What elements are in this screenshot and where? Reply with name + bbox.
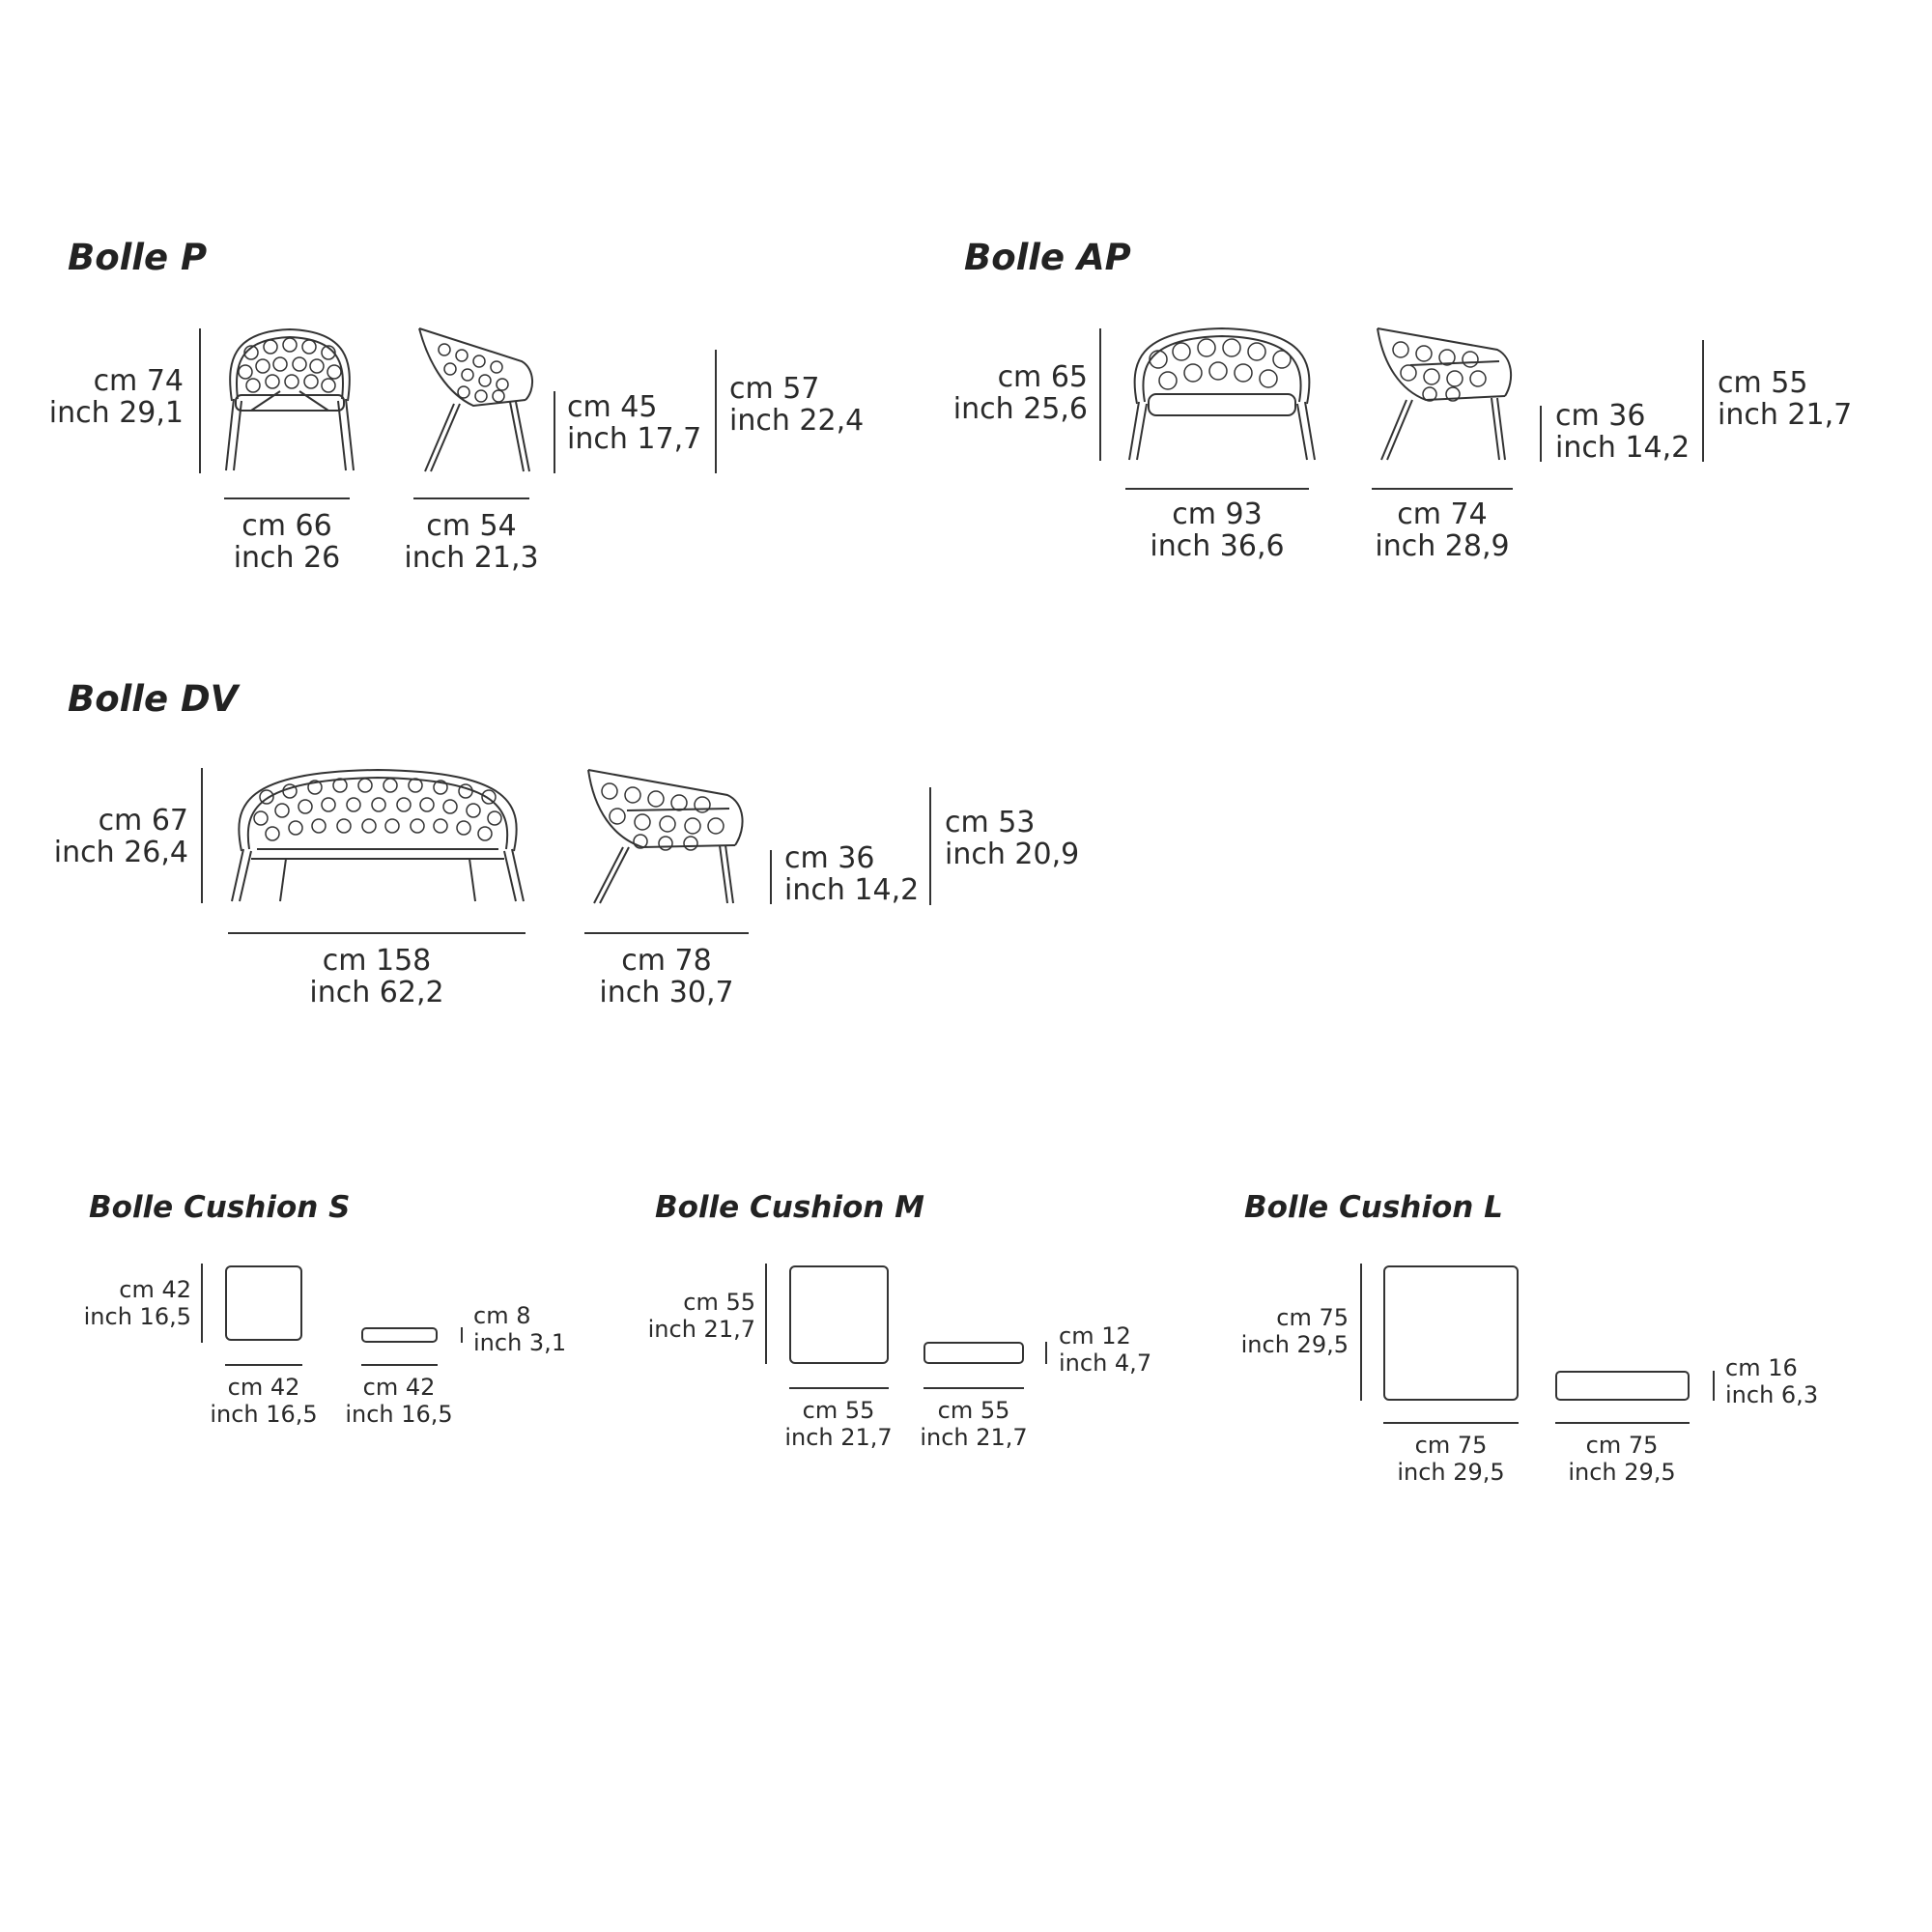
bolle-p-front-drawing bbox=[222, 324, 357, 473]
cushion-s-height-line bbox=[201, 1264, 203, 1343]
bolle-dv-seat-height-line bbox=[770, 850, 772, 904]
cushion-m-thickness-cm: cm 12 bbox=[1059, 1322, 1131, 1350]
bolle-dv-side-depth-label bbox=[589, 945, 744, 1009]
bolle-dv-front-width-cm: cm 158 bbox=[322, 944, 432, 978]
bolle-ap-side-depth-label bbox=[1370, 498, 1515, 562]
cushion-l-height-cm: cm 75 bbox=[1276, 1304, 1349, 1331]
bolle-dv-height-label bbox=[54, 805, 188, 868]
bolle-ap-front-drawing bbox=[1125, 325, 1319, 464]
cushion-l-thickness-label bbox=[1725, 1354, 1818, 1408]
bolle-dv-side-depth-inch: inch 30,7 bbox=[599, 976, 734, 1009]
bolle-ap-height-cm: cm 65 bbox=[997, 360, 1088, 394]
cushion-l-thickness-cm: cm 16 bbox=[1725, 1354, 1798, 1381]
cushion-s-thickness-label bbox=[473, 1302, 566, 1356]
cushion-s-title: Bolle Cushion S bbox=[89, 1190, 351, 1225]
bolle-p-front-width-cm: cm 66 bbox=[242, 509, 332, 543]
cushion-s-width-label bbox=[206, 1374, 322, 1428]
bolle-ap-side-depth-line bbox=[1372, 488, 1513, 490]
cushion-l-depth-inch: inch 29,5 bbox=[1568, 1459, 1676, 1486]
bolle-p-height-inch: inch 29,1 bbox=[48, 396, 184, 430]
bolle-p-arm-height-cm: cm 57 bbox=[729, 372, 820, 406]
cushion-s-depth-label bbox=[341, 1374, 457, 1428]
bolle-dv-side-drawing bbox=[584, 768, 749, 905]
bolle-dv-front-width-label bbox=[295, 945, 459, 1009]
bolle-p-title: Bolle P bbox=[68, 237, 208, 278]
cushion-s-width-cm: cm 42 bbox=[227, 1374, 300, 1401]
bolle-p-front-width-line bbox=[224, 497, 350, 499]
cushion-m-depth-line bbox=[923, 1387, 1024, 1389]
bolle-ap-seat-height-cm: cm 36 bbox=[1555, 399, 1646, 433]
bolle-p-arm-height-label bbox=[729, 373, 864, 437]
bolle-dv-height-line bbox=[201, 768, 203, 903]
bolle-p-seat-height-inch: inch 17,7 bbox=[567, 422, 702, 456]
bolle-ap-title: Bolle AP bbox=[964, 237, 1131, 278]
cushion-m-thickness-label bbox=[1059, 1322, 1151, 1377]
bolle-ap-front-width-inch: inch 36,6 bbox=[1150, 529, 1285, 563]
bolle-ap-front-width-cm: cm 93 bbox=[1172, 497, 1263, 531]
cushion-m-width-label bbox=[781, 1397, 896, 1451]
cushion-m-thickness-inch: inch 4,7 bbox=[1059, 1350, 1152, 1377]
cushion-l-side-view bbox=[1555, 1371, 1690, 1401]
cushion-l-depth-cm: cm 75 bbox=[1585, 1432, 1659, 1459]
bolle-ap-side-drawing bbox=[1372, 327, 1517, 462]
bolle-p-height-line bbox=[199, 328, 201, 473]
cushion-m-title: Bolle Cushion M bbox=[655, 1190, 924, 1225]
bolle-dv-arm-height-label bbox=[945, 807, 1079, 870]
cushion-s-depth-inch: inch 16,5 bbox=[345, 1401, 453, 1428]
bolle-ap-front-width-line bbox=[1125, 488, 1309, 490]
cushion-m-top-view bbox=[789, 1265, 889, 1364]
bolle-ap-side-depth-inch: inch 28,9 bbox=[1375, 529, 1510, 563]
bolle-p-side-depth-label bbox=[399, 510, 544, 574]
bolle-dv-height-cm: cm 67 bbox=[98, 804, 188, 838]
bolle-p-seat-height-label bbox=[567, 391, 701, 455]
bolle-dv-side-depth-cm: cm 78 bbox=[621, 944, 712, 978]
bolle-ap-height-inch: inch 25,6 bbox=[952, 392, 1088, 426]
cushion-s-thickness-inch: inch 3,1 bbox=[473, 1329, 567, 1356]
bolle-dv-arm-height-inch: inch 20,9 bbox=[945, 838, 1080, 871]
bolle-p-seat-height-line bbox=[554, 391, 555, 473]
cushion-m-width-inch: inch 21,7 bbox=[784, 1424, 893, 1451]
bolle-dv-front-drawing bbox=[228, 766, 527, 904]
bolle-ap-arm-height-inch: inch 21,7 bbox=[1718, 398, 1853, 432]
cushion-s-side-view bbox=[361, 1327, 438, 1343]
cushion-l-depth-label bbox=[1564, 1432, 1680, 1486]
cushion-m-depth-cm: cm 55 bbox=[937, 1397, 1010, 1424]
bolle-p-arm-height-line bbox=[715, 350, 717, 473]
cushion-l-width-line bbox=[1383, 1422, 1519, 1424]
cushion-l-thickness-line bbox=[1713, 1371, 1715, 1401]
cushion-m-height-inch: inch 21,7 bbox=[647, 1316, 755, 1343]
cushion-s-height-cm: cm 42 bbox=[119, 1276, 191, 1303]
bolle-ap-front-width-label bbox=[1140, 498, 1294, 562]
cushion-l-title: Bolle Cushion L bbox=[1244, 1190, 1503, 1225]
cushion-s-height-inch: inch 16,5 bbox=[83, 1303, 191, 1330]
bolle-ap-arm-height-label bbox=[1718, 367, 1852, 431]
cushion-s-thickness-line bbox=[461, 1327, 463, 1343]
bolle-ap-height-line bbox=[1099, 328, 1101, 461]
bolle-dv-seat-height-inch: inch 14,2 bbox=[784, 873, 920, 907]
bolle-ap-seat-height-line bbox=[1540, 406, 1542, 462]
cushion-l-thickness-inch: inch 6,3 bbox=[1725, 1381, 1819, 1408]
bolle-ap-arm-height-line bbox=[1702, 340, 1704, 462]
bolle-p-front-width-inch: inch 26 bbox=[233, 541, 341, 575]
cushion-l-top-view bbox=[1383, 1265, 1519, 1401]
cushion-s-depth-line bbox=[361, 1364, 438, 1366]
cushion-m-width-line bbox=[789, 1387, 889, 1389]
bolle-dv-title: Bolle DV bbox=[68, 678, 239, 720]
cushion-m-depth-inch: inch 21,7 bbox=[920, 1424, 1028, 1451]
cushion-l-depth-line bbox=[1555, 1422, 1690, 1424]
cushion-m-depth-label bbox=[916, 1397, 1032, 1451]
bolle-p-height-label bbox=[49, 365, 184, 429]
cushion-m-thickness-line bbox=[1045, 1342, 1047, 1364]
cushion-m-width-cm: cm 55 bbox=[802, 1397, 875, 1424]
cushion-m-height-cm: cm 55 bbox=[683, 1289, 755, 1316]
cushion-s-width-inch: inch 16,5 bbox=[210, 1401, 318, 1428]
cushion-l-height-line bbox=[1360, 1264, 1362, 1401]
cushion-s-height-label bbox=[84, 1276, 191, 1330]
bolle-p-height-cm: cm 74 bbox=[93, 364, 184, 398]
bolle-dv-front-width-inch: inch 62,2 bbox=[309, 976, 444, 1009]
cushion-m-height-label bbox=[648, 1289, 755, 1343]
bolle-p-arm-height-inch: inch 22,4 bbox=[729, 404, 865, 438]
bolle-dv-seat-height-label bbox=[784, 842, 919, 906]
bolle-dv-seat-height-cm: cm 36 bbox=[784, 841, 875, 875]
cushion-l-width-label bbox=[1393, 1432, 1509, 1486]
bolle-p-front-width-label bbox=[214, 510, 359, 574]
bolle-ap-seat-height-inch: inch 14,2 bbox=[1555, 431, 1690, 465]
cushion-m-side-view bbox=[923, 1342, 1024, 1364]
bolle-dv-height-inch: inch 26,4 bbox=[53, 836, 188, 869]
bolle-dv-arm-height-cm: cm 53 bbox=[945, 806, 1036, 839]
bolle-dv-arm-height-line bbox=[929, 787, 931, 905]
bolle-ap-arm-height-cm: cm 55 bbox=[1718, 366, 1808, 400]
cushion-s-width-line bbox=[225, 1364, 302, 1366]
cushion-l-height-inch: inch 29,5 bbox=[1240, 1331, 1349, 1358]
bolle-ap-side-depth-cm: cm 74 bbox=[1397, 497, 1488, 531]
cushion-s-top-view bbox=[225, 1265, 302, 1341]
cushion-s-thickness-cm: cm 8 bbox=[473, 1302, 531, 1329]
bolle-p-side-depth-line bbox=[413, 497, 529, 499]
cushion-l-width-cm: cm 75 bbox=[1414, 1432, 1488, 1459]
bolle-ap-height-label bbox=[953, 361, 1088, 425]
bolle-p-seat-height-cm: cm 45 bbox=[567, 390, 658, 424]
cushion-m-height-line bbox=[765, 1264, 767, 1364]
cushion-s-depth-cm: cm 42 bbox=[362, 1374, 436, 1401]
cushion-l-width-inch: inch 29,5 bbox=[1397, 1459, 1505, 1486]
bolle-dv-front-width-line bbox=[228, 932, 526, 934]
cushion-l-height-label bbox=[1241, 1304, 1349, 1358]
bolle-ap-seat-height-label bbox=[1555, 400, 1690, 464]
bolle-dv-side-depth-line bbox=[584, 932, 749, 934]
bolle-p-side-depth-inch: inch 21,3 bbox=[404, 541, 539, 575]
bolle-p-side-depth-cm: cm 54 bbox=[426, 509, 517, 543]
bolle-p-side-drawing bbox=[415, 327, 536, 473]
